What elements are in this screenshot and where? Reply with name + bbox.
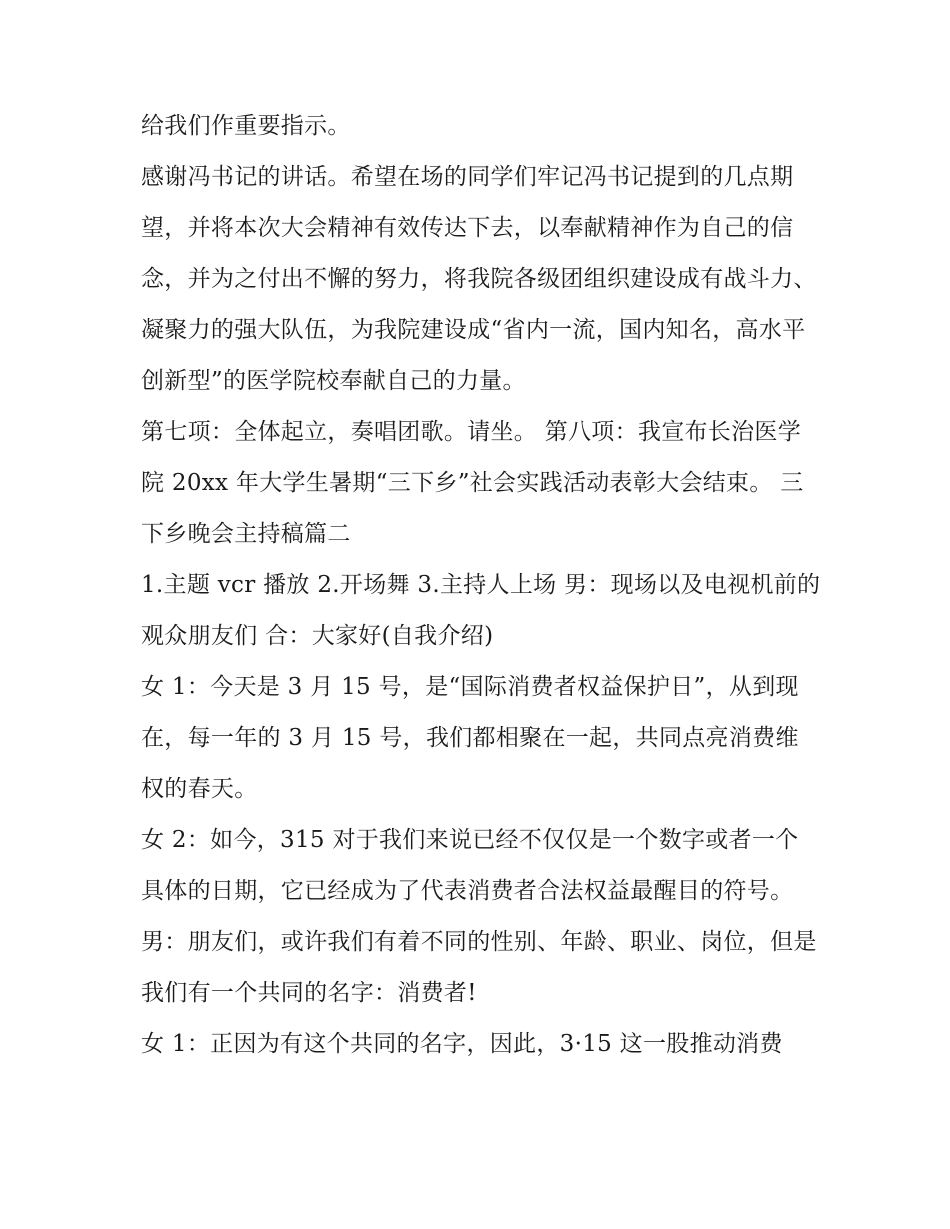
paragraph-1: 给我们作重要指示。 bbox=[141, 113, 351, 139]
paragraph-3: 第七项：全体起立，奏唱团歌。请坐。 第八项：我宣布长治医学院 20xx 年大学生暑期“三下乡”社会实践活动表彰大会结束。 三下乡晚会主持稿篇二 bbox=[141, 419, 804, 547]
document-body bbox=[141, 101, 821, 1070]
paragraph-2: 感谢冯书记的讲话。希望在场的同学们牢记冯书记提到的几点期望，并将本次大会精神有效传达下去，以奉献精神作为自己的信念，并为之付出不懈的努力，将我院各级团组织建设成有战斗力、凝聚力的强大队伍，为我院建设成“省内一流，国内知名，高水平创新型”的医学院校奉献自己的力量。 bbox=[141, 164, 817, 394]
paragraph-6: 女 2：如今，315 对于我们来说已经不仅仅是一个数字或者一个具体的日期，它已经成为了代表消费者合法权益最醒目的符号。 bbox=[141, 827, 799, 904]
paragraph-8: 女 1：正因为有这个共同的名字，因此，3·15 这一股推动消费 bbox=[141, 1031, 783, 1057]
paragraph-5: 女 1：今天是 3 月 15 号，是“国际消费者权益保护日”，从到现在，每一年的 3 月 15 号，我们都相聚在一起，共同点亮消费维权的春天。 bbox=[141, 674, 799, 802]
paragraph-4: 1.主题 vcr 播放 2.开场舞 3.主持人上场 男：现场以及电视机前的观众朋友们 合：大家好(自我介绍) bbox=[141, 572, 821, 649]
paragraph-7: 男：朋友们，或许我们有着不同的性别、年龄、职业、岗位，但是我们有一个共同的名字：消费者! bbox=[141, 929, 817, 1006]
